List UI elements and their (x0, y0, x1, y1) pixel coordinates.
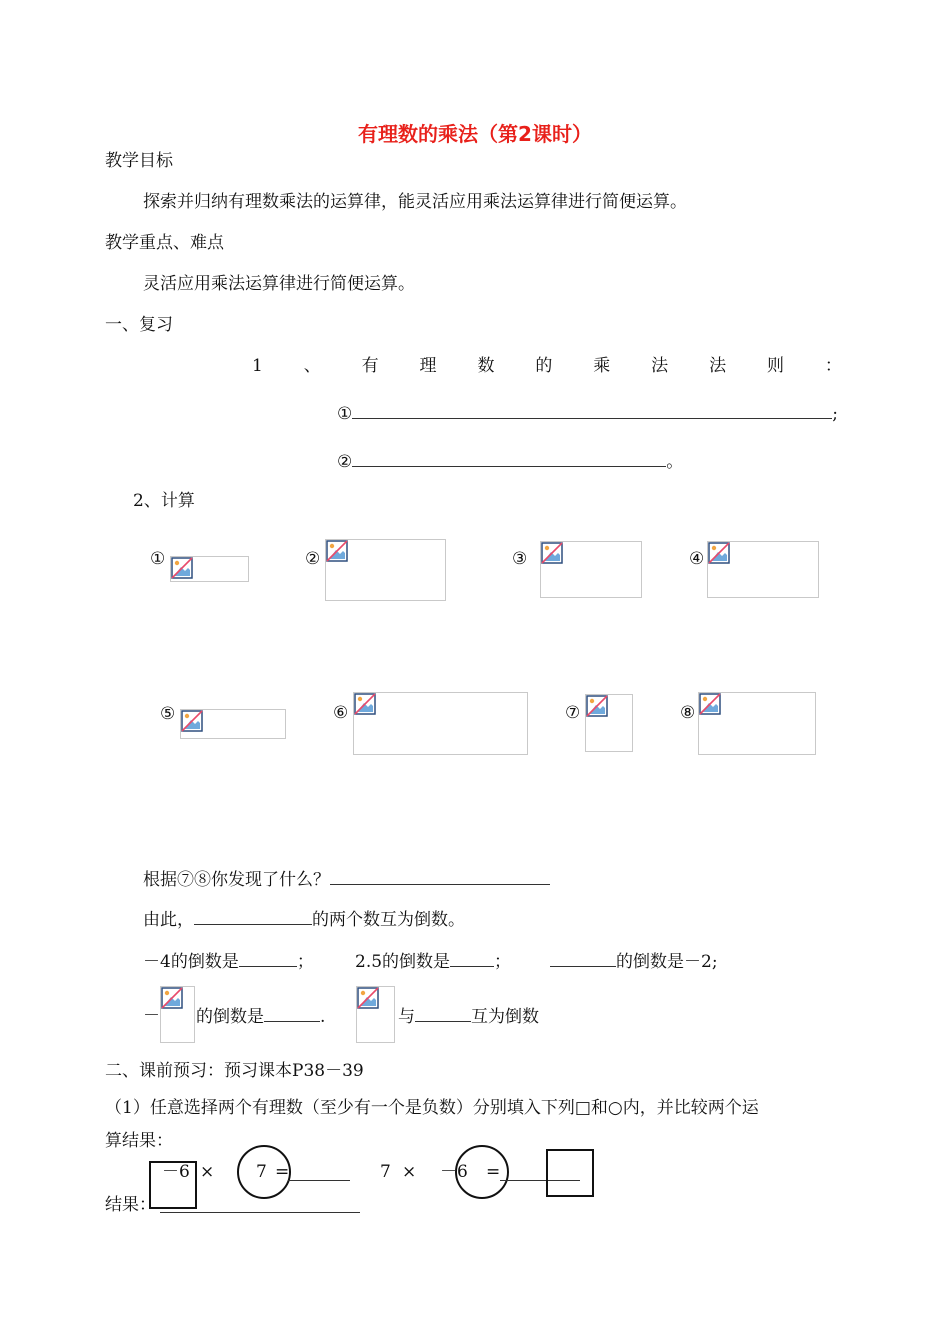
rule-char: ： (824, 356, 842, 376)
broken-image-icon (708, 542, 730, 564)
focus-heading: 教学重点、难点 (105, 233, 224, 253)
rule-char: 法 (709, 356, 727, 376)
rule-char: 数 (477, 356, 495, 376)
recip-neg4-blank[interactable] (239, 950, 297, 967)
rule-char: 理 (419, 356, 437, 376)
rule-char: 法 (651, 356, 669, 376)
therefore-suffix: 的两个数互为倒数。 (312, 910, 465, 930)
calc-label-3: ③ (512, 549, 528, 569)
preview-heading: 二、课前预习：预习课本P38－39 (105, 1061, 364, 1081)
recip-mutual-line (398, 1005, 539, 1028)
recip-sep-1: ； (296, 952, 314, 972)
recip-neg2-blank[interactable] (550, 950, 616, 967)
rule-item-2-mark: ② (337, 452, 353, 472)
recip-neg2-text: 的倒数是－2; (616, 952, 718, 972)
therefore-blank[interactable] (194, 908, 312, 925)
recip-frac-text: 的倒数是 (196, 1007, 264, 1027)
broken-image-icon (354, 693, 376, 715)
rule-char: 则 (766, 356, 784, 376)
recip-mutual-blank[interactable] (415, 1005, 471, 1022)
calc-label-8: ⑧ (680, 703, 696, 723)
expr-right-b: －6 (440, 1162, 468, 1182)
broken-image-icon (541, 542, 563, 564)
goal-text: 探索并归纳有理数乘法的运算律，能灵活应用乘法运算律进行简便运算。 (143, 192, 687, 212)
broken-image-icon (699, 693, 721, 715)
rule-item-1-end: ; (832, 404, 838, 424)
circle-box-right[interactable] (455, 1145, 509, 1199)
preview-task-line-1: （1）任意选择两个有理数（至少有一个是负数）分别填入下列□和○内，并比较两个运 (105, 1098, 759, 1118)
recip-sep-2: ； (494, 952, 512, 972)
recip-frac-line (196, 1005, 325, 1028)
recip-dot: . (320, 1007, 326, 1027)
expr-left-circle-value: 7 (256, 1162, 267, 1182)
rule-item-1-blank[interactable] (352, 402, 832, 419)
discover-question (143, 868, 550, 891)
rule-char: 、 (303, 356, 321, 376)
calc-label-2: ② (305, 549, 321, 569)
calc-label-5: ⑤ (160, 704, 176, 724)
reciprocal-neg2 (550, 950, 718, 973)
rule-item-2-blank[interactable] (352, 450, 666, 467)
discover-question-text: 根据⑦⑧你发现了什么？ (143, 870, 330, 890)
recip-neg4-text: －4的倒数是 (143, 952, 239, 972)
recip-25-blank[interactable] (450, 950, 494, 967)
recip-and: 与 (398, 1007, 415, 1027)
calc-formula-6 (353, 692, 528, 755)
rule-item-1-mark: ① (337, 404, 353, 424)
rule-char: 1 (252, 356, 263, 376)
calc-label-7: ⑦ (565, 703, 581, 723)
broken-image-icon (326, 540, 348, 562)
expr-result-blank-1[interactable] (288, 1180, 350, 1181)
broken-image-icon (161, 987, 183, 1009)
rule-line (252, 355, 842, 377)
focus-text: 灵活应用乘法运算律进行简便运算。 (143, 274, 415, 294)
recip-mutual-text: 互为倒数 (471, 1007, 539, 1027)
rule-item-1 (337, 402, 838, 425)
therefore-line (143, 908, 465, 931)
rule-item-2-end: 。 (666, 452, 684, 472)
recip-25-text: 2.5的倒数是 (355, 952, 451, 972)
expr-right-a: 7 (380, 1162, 391, 1182)
rule-item-2 (337, 450, 683, 473)
expr-times-1: × (200, 1162, 215, 1182)
broken-image-icon (181, 710, 203, 732)
rule-char: 乘 (593, 356, 611, 376)
expr-left-square-value: －6 (162, 1162, 190, 1182)
expr-eq-2: = (486, 1162, 501, 1182)
reciprocal-25 (355, 950, 511, 973)
recip-frac-blank[interactable] (264, 1005, 320, 1022)
review-heading: 一、复习 (105, 315, 173, 335)
calc-label-4: ④ (689, 549, 705, 569)
rule-char: 有 (361, 356, 379, 376)
expr-eq-1: = (275, 1162, 290, 1182)
broken-image-icon (586, 695, 608, 717)
recip-minus: － (143, 1006, 160, 1026)
calc-label-6: ⑥ (333, 703, 349, 723)
square-box-right[interactable] (546, 1149, 594, 1197)
rule-char: 的 (535, 356, 553, 376)
calc-heading: 2、计算 (133, 491, 195, 511)
preview-task-line-2: 算结果： (105, 1131, 173, 1151)
therefore-prefix: 由此， (143, 910, 194, 930)
expr-times-2: × (402, 1162, 417, 1182)
broken-image-icon (357, 987, 379, 1009)
page-title: 有理数的乘法（第2课时） (358, 122, 592, 146)
reciprocal-line (143, 950, 314, 973)
result-blank[interactable] (160, 1212, 360, 1213)
discover-answer-blank[interactable] (330, 868, 550, 885)
broken-image-icon (171, 557, 193, 579)
goal-heading: 教学目标 (105, 151, 173, 171)
result-label: 结果： (105, 1195, 156, 1215)
calc-label-1: ① (150, 549, 166, 569)
